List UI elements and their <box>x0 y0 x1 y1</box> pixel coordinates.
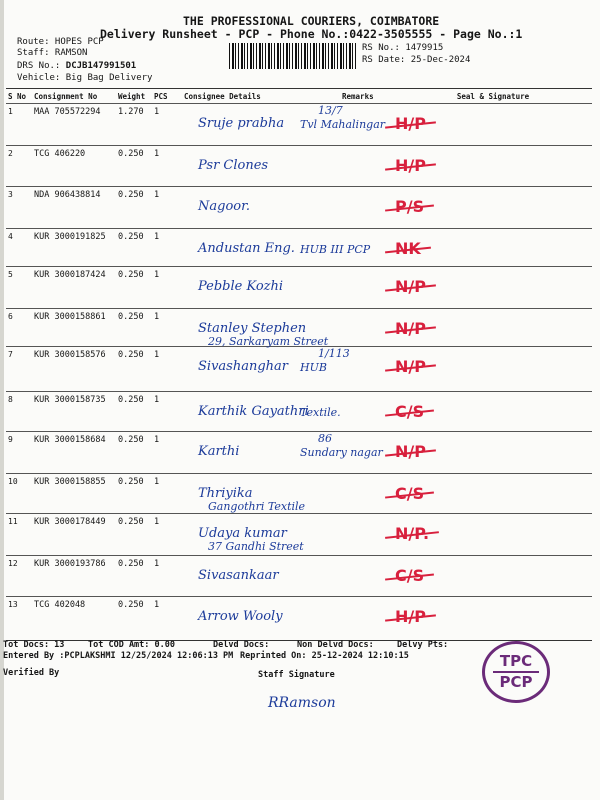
handwritten-consignee: Sivashanghar <box>198 359 288 374</box>
handwritten-consignee: Karthi <box>198 444 240 459</box>
seal-status-mark: N/P <box>385 319 436 338</box>
row-weight: 0.250 <box>116 347 152 392</box>
row-weight: 0.250 <box>116 556 152 597</box>
handwritten-note: 13/7 <box>318 104 343 117</box>
table-header-row <box>6 89 592 104</box>
seal-status-mark: N/P. <box>385 524 439 543</box>
row-consignment-no: NDA 906438814 <box>32 187 116 229</box>
drs-label: DRS No.: <box>17 61 61 71</box>
handwritten-address: Tvl Mahalingar <box>300 118 386 131</box>
row-weight: 0.250 <box>116 187 152 229</box>
handwritten-consignee: Pebble Kozhi <box>198 279 284 294</box>
row-sno: 12 <box>6 556 32 597</box>
row-consignment-no: KUR 3000187424 <box>32 267 116 309</box>
verified-by: Verified By <box>3 668 60 678</box>
runsheet-table <box>6 88 592 641</box>
tot-docs: Tot Docs: 13 <box>3 640 65 650</box>
tpc-pcp-stamp <box>482 641 550 703</box>
seal-status-mark: C/S <box>385 566 434 585</box>
table-row <box>6 347 592 392</box>
stamp-line2: PCP <box>499 673 533 691</box>
col-weight: Weight <box>116 89 152 104</box>
row-sno: 11 <box>6 514 32 556</box>
handwritten-note: 1/113 <box>318 347 350 360</box>
handwritten-note: 86 <box>318 432 332 445</box>
col-consignee: Consignee Details <box>182 89 340 104</box>
row-consignment-no: KUR 3000193786 <box>32 556 116 597</box>
row-sno: 2 <box>6 146 32 187</box>
handwritten-consignee: Arrow Wooly <box>198 609 283 624</box>
vehicle: Vehicle: Big Bag Delivery <box>17 73 153 83</box>
row-sno: 7 <box>6 347 32 392</box>
row-consignment-no: KUR 3000158576 <box>32 347 116 392</box>
handwritten-address: HUB III PCP <box>300 243 371 256</box>
table-row <box>6 597 592 641</box>
table-row <box>6 556 592 597</box>
col-pcs: PCS <box>152 89 182 104</box>
row-sno: 1 <box>6 104 32 146</box>
handwritten-address: HUB <box>300 361 327 374</box>
delvd-docs: Delvd Docs: <box>213 640 270 650</box>
col-sno: S No <box>6 89 32 104</box>
row-consignment-no: KUR 3000158855 <box>32 474 116 514</box>
row-weight: 0.250 <box>116 309 152 347</box>
handwritten-consignee: Sivasankaar <box>198 568 279 583</box>
row-consignment-no: KUR 3000158735 <box>32 392 116 432</box>
entered-by: Entered By :PCPLAKSHMI 12/25/2024 12:06:13 PM <box>3 651 234 661</box>
company-name: THE PROFESSIONAL COURIERS, COIMBATORE <box>183 14 440 28</box>
drs-value: DCJB147991501 <box>65 61 137 71</box>
row-pcs: 1 <box>152 229 182 267</box>
row-weight: 0.250 <box>116 597 152 641</box>
table-row <box>6 432 592 474</box>
row-pcs: 1 <box>152 187 182 229</box>
table-row <box>6 187 592 229</box>
handwritten-consignee: Stanley Stephen <box>198 321 307 336</box>
row-weight: 0.250 <box>116 474 152 514</box>
row-weight: 0.250 <box>116 229 152 267</box>
delvy-pts: Delvy Pts: <box>397 640 449 650</box>
seal-status-mark: C/S <box>385 402 434 421</box>
row-weight: 1.270 <box>116 104 152 146</box>
handwritten-address: 37 Gandhi Street <box>208 540 304 553</box>
handwritten-consignee: Karthik Gayathri <box>198 404 309 419</box>
row-consignment-no: KUR 3000158684 <box>32 432 116 474</box>
table-row <box>6 104 592 146</box>
row-pcs: 1 <box>152 514 182 556</box>
seal-status-mark: N/P <box>385 442 436 461</box>
row-consignment-no: TCG 402048 <box>32 597 116 641</box>
row-consignment-no: KUR 3000191825 <box>32 229 116 267</box>
row-sno: 4 <box>6 229 32 267</box>
seal-status-mark: H/P <box>385 114 436 133</box>
seal-status-mark: P/S <box>385 197 434 216</box>
seal-status-mark: N/P <box>385 277 436 296</box>
row-pcs: 1 <box>152 392 182 432</box>
tot-cod: Tot COD Amt: 0.00 <box>88 640 175 650</box>
reprinted-on: Reprinted On: 25-12-2024 12:10:15 <box>240 651 409 661</box>
row-weight: 0.250 <box>116 514 152 556</box>
seal-status-mark: H/P <box>385 156 436 175</box>
staff: Staff: RAMSON <box>17 48 88 58</box>
row-pcs: 1 <box>152 597 182 641</box>
table-row <box>6 267 592 309</box>
row-sno: 3 <box>6 187 32 229</box>
row-sno: 6 <box>6 309 32 347</box>
seal-status-mark: C/S <box>385 484 434 503</box>
staff-signature: RRamson <box>268 695 336 711</box>
handwritten-address: Textile. <box>300 406 341 419</box>
handwritten-consignee: Andustan Eng. <box>198 241 295 256</box>
handwritten-address: Gangothri Textile <box>208 500 306 513</box>
runsheet-subtitle: Delivery Runsheet - PCP - Phone No.:0422-3505555 - Page No.:1 <box>100 27 523 41</box>
row-pcs: 1 <box>152 146 182 187</box>
row-pcs: 1 <box>152 474 182 514</box>
seal-status-mark: NK <box>385 239 431 258</box>
staff-signature-label: Staff Signature <box>258 670 335 680</box>
seal-status-mark: H/P <box>385 607 436 626</box>
stamp-line1: TPC <box>499 652 533 670</box>
row-weight: 0.250 <box>116 432 152 474</box>
handwritten-address: 29, Sarkaryam Street <box>208 335 329 348</box>
row-weight: 0.250 <box>116 392 152 432</box>
col-consignment: Consignment No <box>32 89 116 104</box>
row-pcs: 1 <box>152 556 182 597</box>
handwritten-consignee: Udaya kumar <box>198 526 287 541</box>
row-consignment-no: KUR 3000158861 <box>32 309 116 347</box>
row-sno: 8 <box>6 392 32 432</box>
row-weight: 0.250 <box>116 267 152 309</box>
table-row <box>6 146 592 187</box>
handwritten-consignee: Psr Clones <box>198 158 269 173</box>
handwritten-address: Sundary nagar <box>300 446 383 459</box>
row-weight: 0.250 <box>116 146 152 187</box>
seal-status-mark: N/P <box>385 357 436 376</box>
row-pcs: 1 <box>152 267 182 309</box>
table-row <box>6 229 592 267</box>
handwritten-consignee: Nagoor. <box>198 199 251 214</box>
rs-date: RS Date: 25-Dec-2024 <box>362 55 471 65</box>
rs-number: RS No.: 1479915 <box>362 43 444 53</box>
non-delvd-docs: Non Delvd Docs: <box>297 640 374 650</box>
row-pcs: 1 <box>152 104 182 146</box>
row-sno: 10 <box>6 474 32 514</box>
row-pcs: 1 <box>152 309 182 347</box>
route: Route: HOPES PCP <box>17 37 104 47</box>
row-consignment-no: KUR 3000178449 <box>32 514 116 556</box>
handwritten-consignee: Sruje prabha <box>198 116 285 131</box>
row-sno: 5 <box>6 267 32 309</box>
row-pcs: 1 <box>152 432 182 474</box>
row-consignment-no: TCG 406220 <box>32 146 116 187</box>
handwritten-consignee: Thriyika <box>198 486 253 501</box>
col-seal: Seal & Signature <box>394 89 592 104</box>
row-sno: 9 <box>6 432 32 474</box>
drs-number <box>17 61 136 71</box>
table-body <box>6 104 592 641</box>
row-sno: 13 <box>6 597 32 641</box>
row-pcs: 1 <box>152 347 182 392</box>
col-remarks: Remarks <box>340 89 394 104</box>
row-consignment-no: MAA 705572294 <box>32 104 116 146</box>
barcode <box>229 43 357 69</box>
scan-edge <box>0 0 4 800</box>
